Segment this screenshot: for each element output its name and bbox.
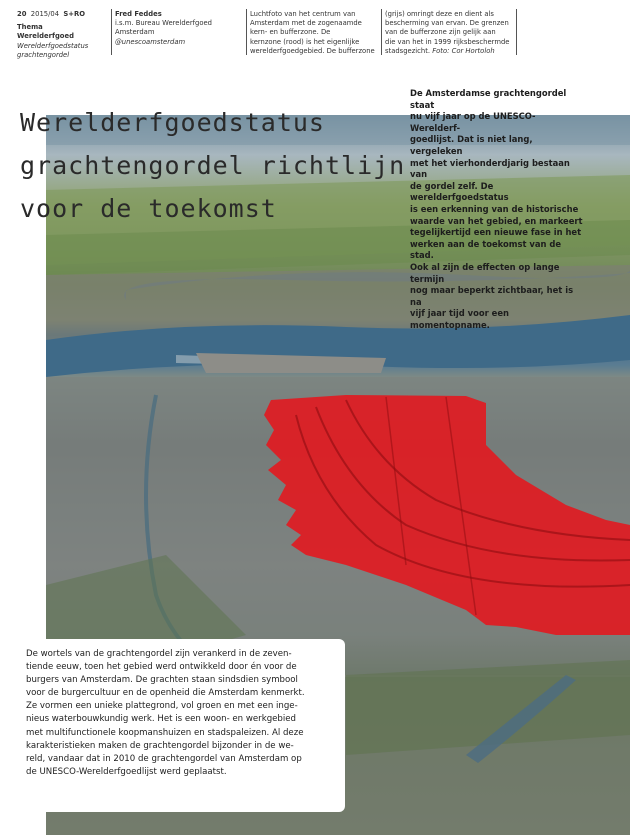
section-name: Werelderfgoed: [17, 32, 74, 41]
intro-line: tegelijkertijd een nieuwe fase in het: [410, 227, 582, 238]
header-author-block: [115, 10, 240, 47]
caption-line: bescherming van ervan. De grenzen: [385, 19, 509, 28]
intro-line: De Amsterdamse grachtengordel staat: [410, 88, 567, 110]
section-sub-2: grachtengordel: [17, 50, 70, 59]
page-number: 20: [17, 10, 27, 18]
body-paragraph: [26, 648, 338, 779]
caption-line: stadsgezicht.: [385, 46, 431, 55]
body-line: voor de burgercultuur en de openheid die Amsterdam kenmerkt.: [26, 688, 305, 699]
caption-line: van de bufferzone zijn gelijk aan: [385, 28, 496, 37]
intro-line: nog maar beperkt zichtbaar, het is na: [410, 285, 574, 307]
intro-line: nu vijf jaar op de UNESCO-Werelderf-: [410, 111, 536, 133]
header-divider-4: [516, 9, 517, 55]
body-line: met multifunctionele koopmanshuizen en stadspaleizen. Al deze: [26, 727, 304, 738]
section-label: Thema: [17, 23, 43, 32]
header-divider-1: [111, 9, 112, 55]
body-line: reld, vandaar dat in 2010 de grachtengordel van Amsterdam op: [26, 753, 302, 764]
body-line: karakteristieken maken de grachtengordel bijzonder in de we-: [26, 740, 294, 751]
body-line: burgers van Amsterdam. De grachten staan sindsdien symbool: [26, 675, 298, 686]
author-line-1: i.s.m. Bureau Werelderfgoed: [115, 19, 212, 28]
caption-line: (grijs) omringt deze en dient als: [385, 10, 494, 18]
caption-line: Amsterdam met de zogenaamde: [250, 19, 362, 28]
header-issue-block: [17, 10, 99, 60]
page-title-line-2: grachtengordel richtlijn: [20, 151, 406, 180]
caption-line: kernzone (rood) is het eigenlijke: [250, 37, 360, 46]
intro-line: goedlijst. Dat is niet lang, vergeleken: [410, 134, 533, 156]
caption-line: kern- en bufferzone. De: [250, 28, 331, 37]
intro-paragraph: [410, 88, 584, 331]
author-line-2: Amsterdam: [115, 28, 155, 37]
photo-caption-col-2: [385, 10, 513, 56]
intro-line: de gordel zelf. De werelderfgoedstatus: [410, 180, 509, 203]
photo-caption-col-1: [250, 10, 378, 56]
section-sub-1: Werelderfgoedstatus: [17, 41, 89, 50]
intro-line: werken aan de toekomst van de stad.: [410, 238, 562, 261]
intro-line: Ook al zijn de effecten op lange termijn: [410, 261, 560, 284]
header-divider-2: [246, 9, 247, 55]
body-line: Ze vormen een unieke plattegrond, vol groen en met een inge-: [26, 701, 298, 712]
caption-line: Luchtfoto van het centrum van: [250, 10, 356, 18]
caption-line: die van het in 1999 rijksbeschermde: [385, 37, 510, 46]
journal-name: S+RO: [63, 10, 85, 18]
page-title-line-1: Werelderfgoedstatus: [20, 108, 325, 137]
intro-line: is een erkenning van de historische: [410, 203, 579, 214]
header-divider-3: [381, 9, 382, 55]
photo-credit: Foto: Cor Hortoloh: [432, 46, 495, 55]
body-line: De wortels van de grachtengordel zijn verankerd in de zeven-: [26, 649, 292, 659]
body-line: de UNESCO-Werelderfgoedlijst werd geplaatst.: [26, 766, 227, 777]
caption-line: werelderfgoedgebied. De bufferzone: [250, 46, 375, 55]
intro-line: waarde van het gebied, en markeert: [410, 215, 583, 226]
author-name: Fred Feddes: [115, 10, 162, 18]
body-line: nieus waterbouwkundig werk. Het is een woon- en werkgebied: [26, 714, 297, 725]
intro-line: met het vierhonderdjarig bestaan van: [410, 157, 570, 180]
intro-line: vijf jaar tijd voor een momentopname.: [410, 308, 509, 330]
page-title-line-3: voor de toekomst: [20, 194, 277, 223]
issue-number: 2015/04: [30, 10, 60, 18]
body-line: tiende eeuw, toen het gebied werd ontwikkeld door én voor de: [26, 662, 297, 673]
author-handle: @unescoamsterdam: [115, 37, 186, 46]
